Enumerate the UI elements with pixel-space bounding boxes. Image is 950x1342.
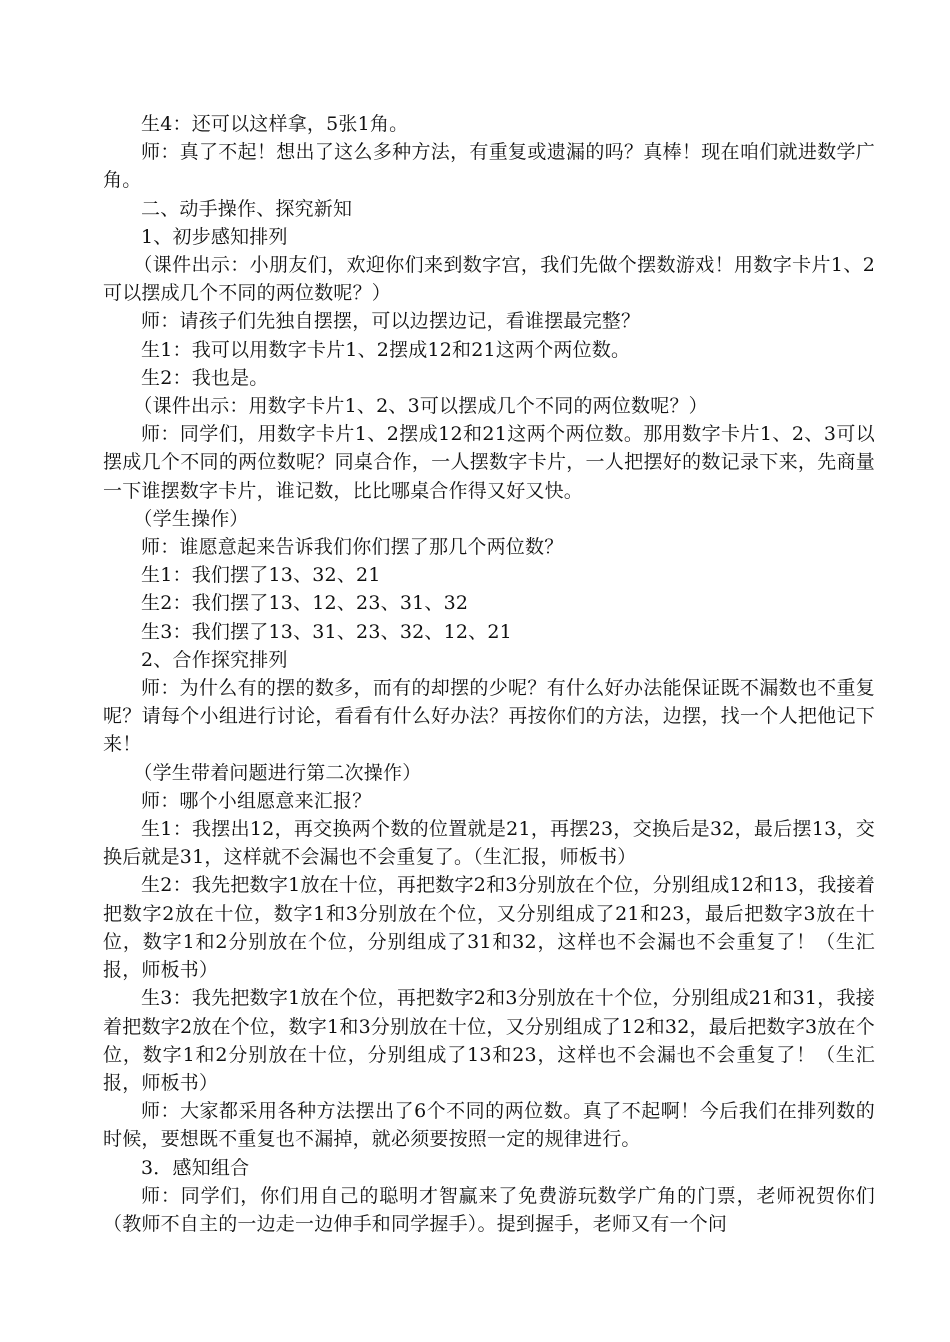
document-body <box>103 110 875 1238</box>
paragraph-courseware-1: （课件出示：小朋友们，欢迎你们来到数字宫，我们先做个摆数游戏！用数字卡片1、2可以摆成几个不同的两位数呢？） <box>103 254 875 305</box>
paragraph-teacher-praise: 师：真了不起！想出了这么多种方法，有重复或遗漏的吗？真棒！现在咱们就进数学广角。 <box>103 141 875 192</box>
paragraph-student3-method: 生3：我先把数字1放在个位，再把数字2和3分别放在十个位，分别组成21和31，我接着把数字2放在个位，数字1和3分别放在十位，又分别组成了12和32，最后把数字3放在个位，数字1和2分别放在十位，分别组成了13和23，这样也不会漏也不会重复了！（生汇报，师板书） <box>103 987 875 1094</box>
paragraph-student2-method: 生2：我先把数字1放在十位，再把数字2和3分别放在个位，分别组成12和13，我接着把数字2放在十位，数字1和3分别放在个位，又分别组成了21和23，最后把数字3放在十位，数字1和2分别放在个位，分别组成了31和32，这样也不会漏也不会重复了！（生汇报，师板书） <box>103 874 875 982</box>
paragraph-student2-answer: 生2：我也是。 <box>141 366 269 389</box>
paragraph-student2-numbers: 生2：我们摆了13、12、23、31、32 <box>141 592 469 615</box>
paragraph-teacher-handshake: 师：同学们，你们用自己的聪明才智赢来了免费游玩数学广角的门票，老师祝贺你们（教师不自主的一边走一边伸手和同学握手）。提到握手，老师又有一个问 <box>103 1184 875 1235</box>
paragraph-student3-numbers: 生3：我们摆了13、31、23、32、12、21 <box>141 620 512 643</box>
paragraph-student4-reply: 生4：还可以这样拿，5张1角。 <box>141 113 409 135</box>
paragraph-student1-method: 生1：我摆出12，再交换两个数的位置就是21，再摆23，交换后是32，最后摆13，交换后就是31，这样就不会漏也不会重复了。（生汇报，师板书） <box>103 818 875 869</box>
paragraph-teacher-report-ask: 师：哪个小组愿意来汇报？ <box>141 789 372 812</box>
paragraph-teacher-summary: 师：大家都采用各种方法摆出了6个不同的两位数。真了不起啊！今后我们在排列数的时候，要想既不重复也不漏掉，就必须要按照一定的规律进行。 <box>103 1100 875 1151</box>
paragraph-teacher-pair-task: 师：同学们，用数字卡片1、2摆成12和21这两个两位数。那用数字卡片1、2、3可以摆成几个不同的两位数呢？同桌合作，一人摆数字卡片，一人把摆好的数记录下来，先商量一下谁摆数字卡片，谁记数，比比哪桌合作得又好又快。 <box>103 423 875 502</box>
subheading-cooperative-inquiry: 2、合作探究排列 <box>141 648 288 671</box>
paragraph-teacher-ask: 师：谁愿意起来告诉我们你们摆了那几个两位数？ <box>141 536 564 559</box>
paragraph-teacher-discussion: 师：为什么有的摆的数多，而有的却摆的少呢？有什么好办法能保证既不漏数也不重复呢？请每个小组进行讨论，看看有什么好办法？再按你们的方法，边摆，找一个人把他记下来！ <box>103 677 875 756</box>
paragraph-student-operation: （学生操作） <box>133 507 249 530</box>
paragraph-courseware-2: （课件出示：用数字卡片1、2、3可以摆成几个不同的两位数呢？） <box>133 395 708 418</box>
paragraph-student1-answer: 生1：我可以用数字卡片1、2摆成12和21这两个两位数。 <box>141 338 631 361</box>
paragraph-second-operation: （学生带着问题进行第二次操作） <box>133 761 422 784</box>
subheading-perceive-permutation: 1、初步感知排列 <box>141 225 288 248</box>
paragraph-teacher-instruction: 师：请孩子们先独自摆摆，可以边摆边记，看谁摆最完整？ <box>141 310 641 333</box>
paragraph-student1-numbers: 生1：我们摆了13、32、21 <box>141 564 381 587</box>
section-heading-hands-on: 二、动手操作、探究新知 <box>141 197 353 220</box>
subheading-perceive-combination: 3．感知组合 <box>141 1156 250 1179</box>
